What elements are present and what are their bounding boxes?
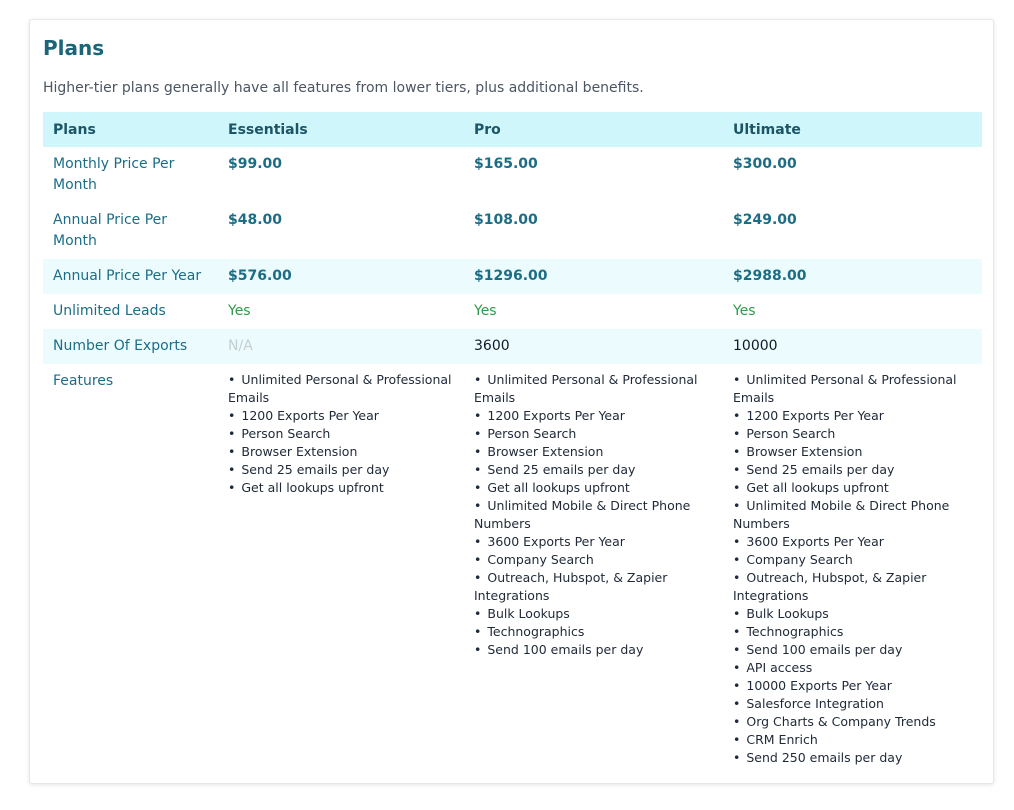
row-label: Number Of Exports (43, 329, 218, 364)
pro-features (464, 364, 723, 774)
plans-table (43, 112, 982, 774)
row-unlimited-leads (43, 294, 982, 329)
feature-item: • Bulk Lookups (474, 605, 713, 623)
feature-item: • Company Search (474, 551, 713, 569)
essentials-unlimited-leads: Yes (228, 303, 251, 319)
feature-item: • Browser Extension (474, 443, 713, 461)
row-label: Annual Price Per Month (53, 212, 168, 249)
feature-item: • Get all lookups upfront (474, 479, 713, 497)
pro-monthly-price: $165.00 (474, 156, 538, 172)
essentials-exports: N/A (218, 329, 464, 364)
ultimate-monthly-price: $300.00 (733, 156, 797, 172)
feature-item: • 10000 Exports Per Year (733, 677, 972, 695)
feature-item: • Get all lookups upfront (733, 479, 972, 497)
header-ultimate: Ultimate (723, 112, 982, 147)
feature-item: • Get all lookups upfront (228, 479, 454, 497)
feature-item: • Send 25 emails per day (228, 461, 454, 479)
feature-item: • Technographics (733, 623, 972, 641)
feature-item: • Send 250 emails per day (733, 749, 972, 767)
feature-item: • Org Charts & Company Trends (733, 713, 972, 731)
feature-item: • Salesforce Integration (733, 695, 972, 713)
feature-item: • 1200 Exports Per Year (733, 407, 972, 425)
row-features (43, 364, 982, 774)
row-label: Unlimited Leads (53, 303, 166, 319)
feature-item: • CRM Enrich (733, 731, 972, 749)
feature-item: • Company Search (733, 551, 972, 569)
feature-item: • Technographics (474, 623, 713, 641)
feature-item: • Unlimited Personal & Professional Emails (474, 371, 713, 407)
ultimate-exports: 10000 (723, 329, 982, 364)
pro-unlimited-leads: Yes (474, 303, 497, 319)
row-annual-price-per-year (43, 259, 982, 294)
feature-item: • Send 25 emails per day (474, 461, 713, 479)
feature-item: • Bulk Lookups (733, 605, 972, 623)
feature-item: • 3600 Exports Per Year (733, 533, 972, 551)
feature-item: • Send 25 emails per day (733, 461, 972, 479)
row-number-of-exports (43, 329, 982, 364)
ultimate-annual-year-price: $2988.00 (723, 259, 982, 294)
ultimate-features (723, 364, 982, 774)
feature-item: • Outreach, Hubspot, & Zapier Integrations (733, 569, 972, 605)
row-annual-price-per-month (43, 203, 982, 259)
feature-list (228, 371, 454, 497)
essentials-features (218, 364, 464, 774)
feature-item: • Send 100 emails per day (474, 641, 713, 659)
table-header-row (43, 112, 982, 147)
plans-subtitle: Higher-tier plans generally have all features from lower tiers, plus additional benefits. (43, 80, 644, 96)
feature-item: • Unlimited Mobile & Direct Phone Numbers (733, 497, 972, 533)
feature-item: • 3600 Exports Per Year (474, 533, 713, 551)
essentials-annual-month-price: $48.00 (228, 212, 283, 228)
pro-annual-year-price: $1296.00 (464, 259, 723, 294)
ultimate-annual-month-price: $249.00 (733, 212, 797, 228)
page-title: Plans (43, 36, 105, 60)
row-label: Monthly Price Per Month (53, 156, 175, 193)
feature-item: • Person Search (474, 425, 713, 443)
feature-item: • 1200 Exports Per Year (228, 407, 454, 425)
pro-exports: 3600 (464, 329, 723, 364)
header-essentials: Essentials (218, 112, 464, 147)
essentials-monthly-price: $99.00 (228, 156, 283, 172)
plans-card (29, 19, 994, 784)
feature-item: • Send 100 emails per day (733, 641, 972, 659)
feature-item: • Unlimited Personal & Professional Emails (733, 371, 972, 407)
pro-annual-month-price: $108.00 (474, 212, 538, 228)
row-label: Annual Price Per Year (43, 259, 218, 294)
feature-item: • Person Search (733, 425, 972, 443)
feature-item: • API access (733, 659, 972, 677)
feature-item: • Browser Extension (733, 443, 972, 461)
feature-list (474, 371, 713, 659)
feature-list (733, 371, 972, 767)
header-plans: Plans (43, 112, 218, 147)
row-label: Features (53, 373, 114, 389)
feature-item: • 1200 Exports Per Year (474, 407, 713, 425)
feature-item: • Person Search (228, 425, 454, 443)
ultimate-unlimited-leads: Yes (733, 303, 756, 319)
feature-item: • Browser Extension (228, 443, 454, 461)
row-monthly-price (43, 147, 982, 203)
header-pro: Pro (464, 112, 723, 147)
feature-item: • Outreach, Hubspot, & Zapier Integrations (474, 569, 713, 605)
feature-item: • Unlimited Personal & Professional Emails (228, 371, 454, 407)
feature-item: • Unlimited Mobile & Direct Phone Numbers (474, 497, 713, 533)
essentials-annual-year-price: $576.00 (218, 259, 464, 294)
